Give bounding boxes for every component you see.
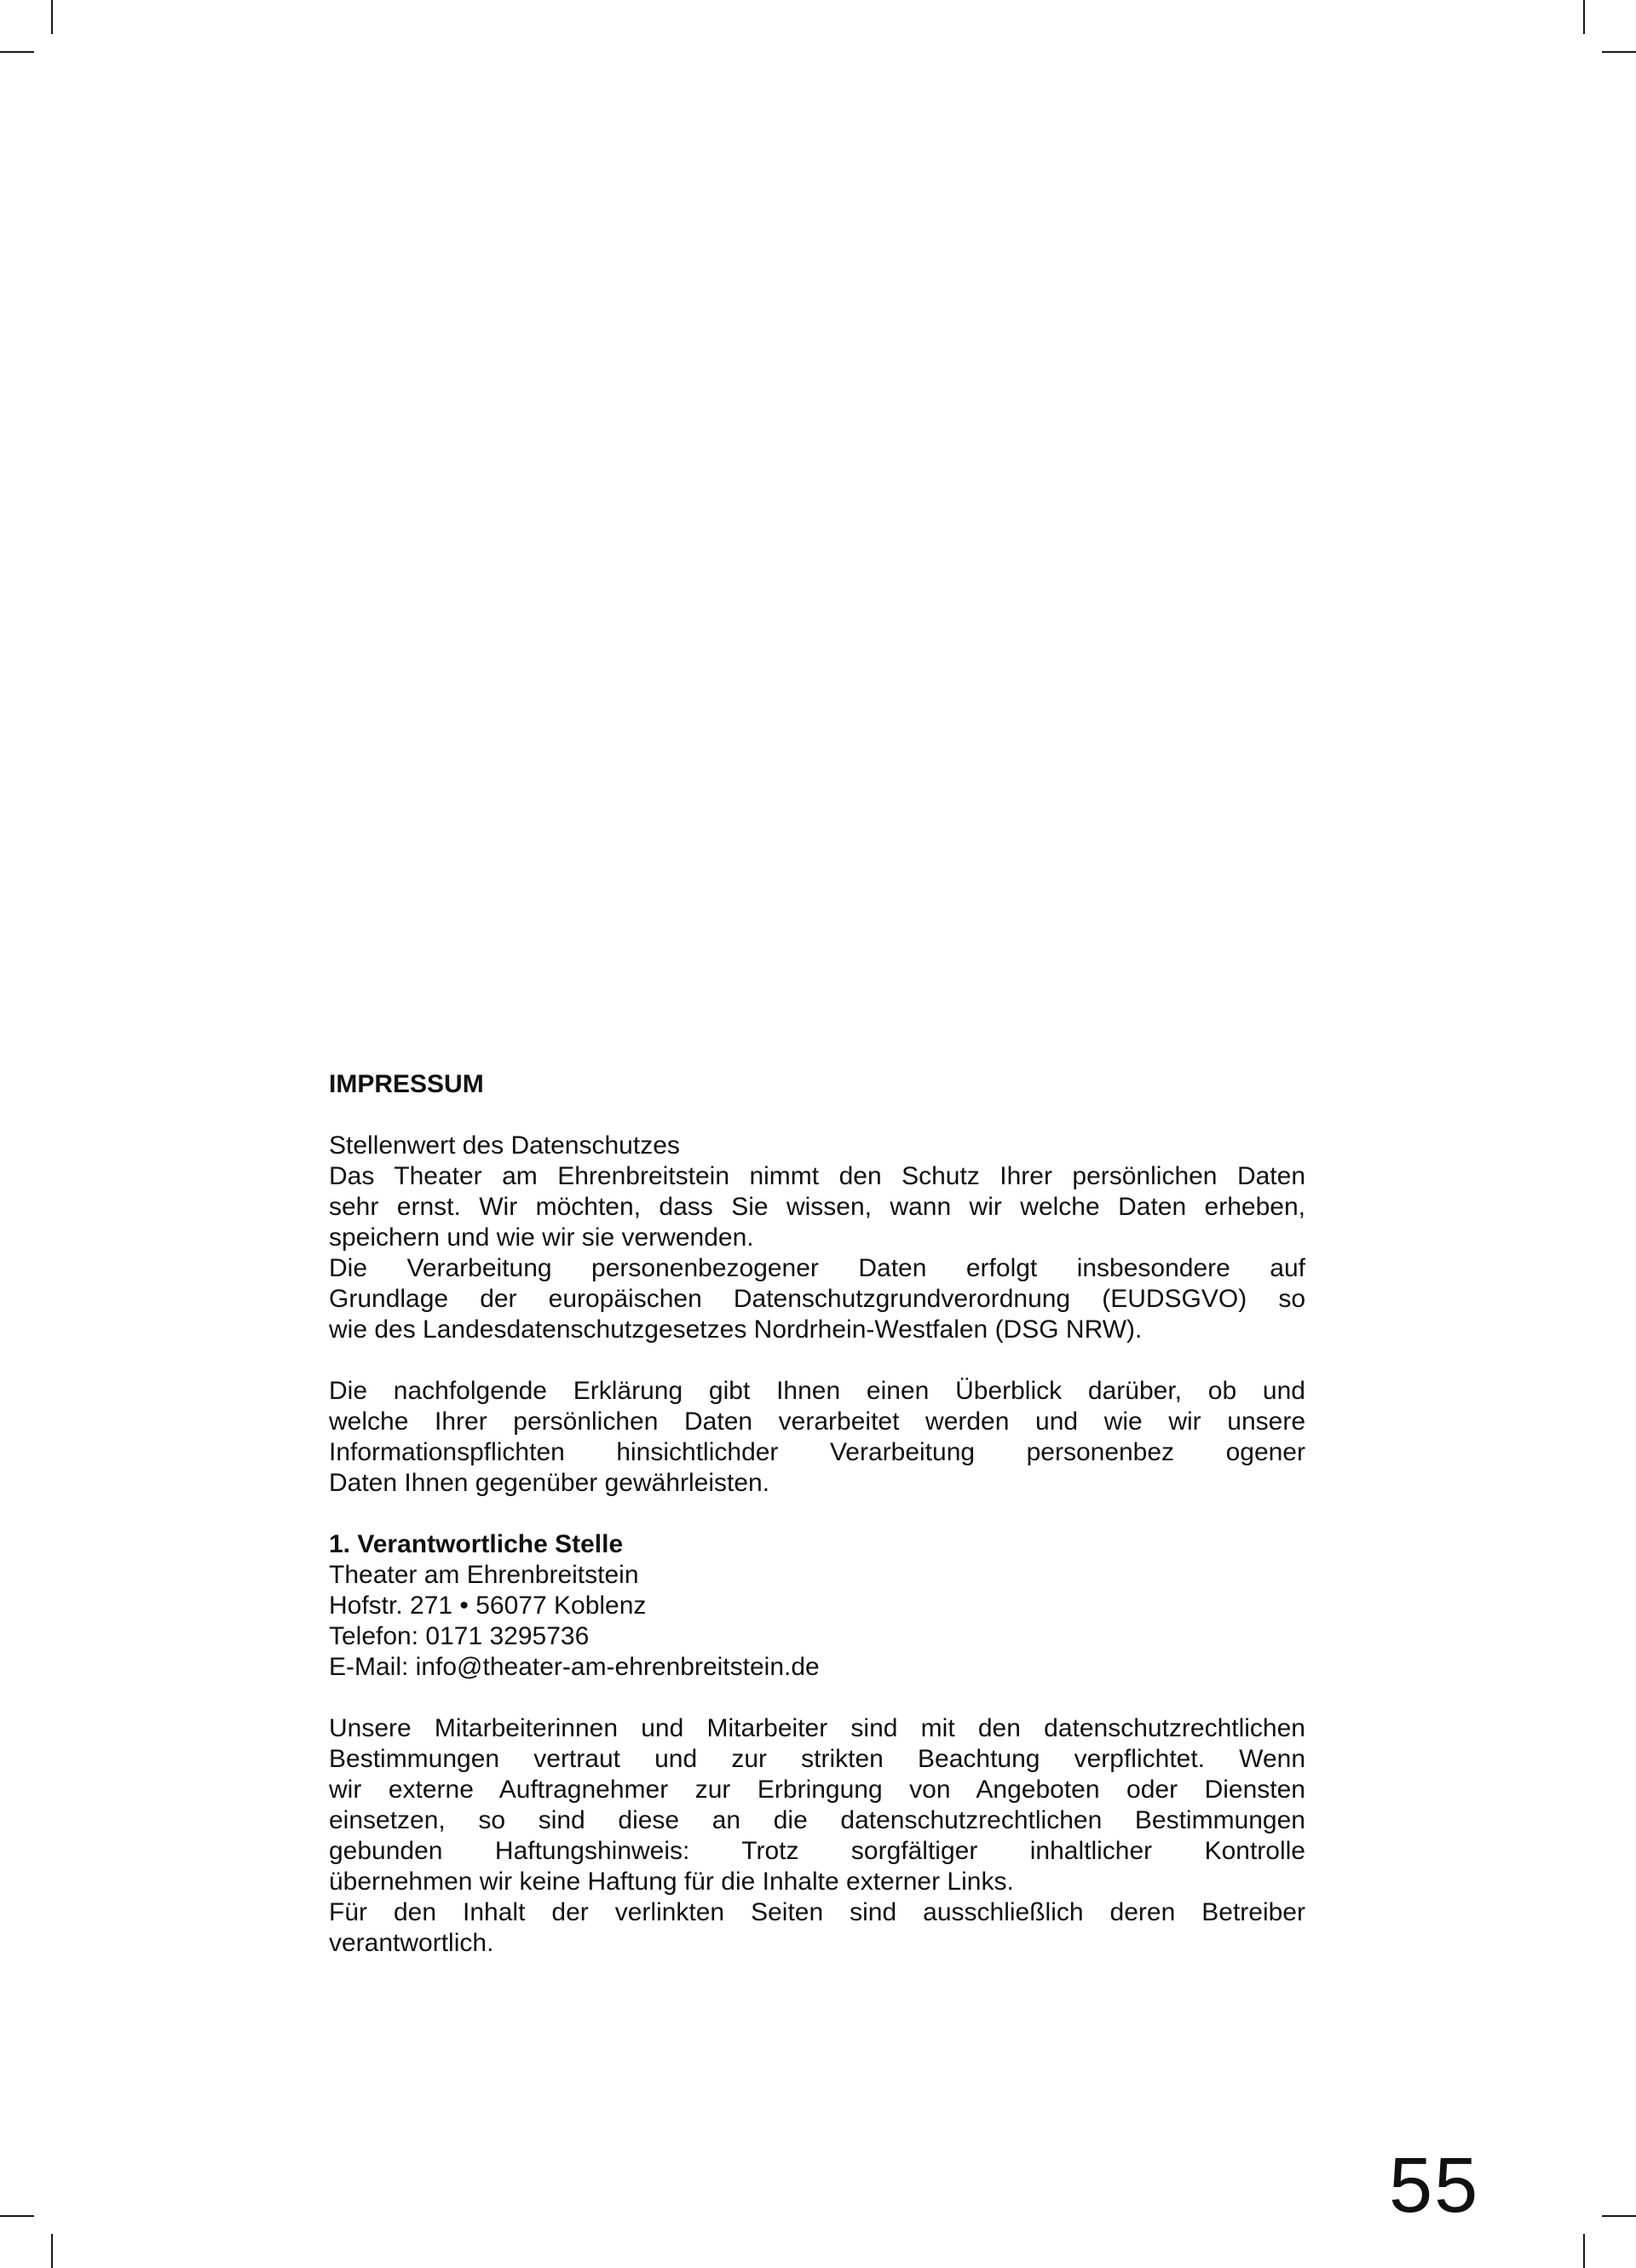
text-line: wie des Landesdatenschutzgesetzes Nordrhein-Westfalen (DSG NRW). <box>329 1315 1143 1344</box>
text-line: Das Theater am Ehrenbreitstein nimmt den Schutz Ihrer persönlichen Daten <box>329 1162 1305 1190</box>
page-heading: IMPRESSUM <box>329 1070 484 1098</box>
text-line: Bestimmungen vertraut und zur strikten Beachtung verpflichtet. Wenn <box>329 1745 1305 1773</box>
privacy-intro-paragraph <box>329 1131 1305 1345</box>
phone-number: Telefon: 0171 3295736 <box>329 1622 590 1650</box>
staff-and-liability-paragraph <box>329 1713 1305 1959</box>
text-line: wir externe Auftragnehmer zur Erbringung von Angeboten oder Diensten <box>329 1776 1305 1804</box>
text-line: Für den Inhalt der verlinkten Seiten sind ausschließlich deren Betreiber <box>329 1898 1305 1926</box>
crop-mark-top-right-horizontal <box>1602 51 1636 53</box>
text-line: Die Verarbeitung personenbezogener Daten erfolgt insbesondere auf <box>329 1254 1305 1282</box>
text-line: einsetzen, so sind diese an die datenschutzrechtlichen Bestimmungen <box>329 1806 1305 1834</box>
text-line: Unsere Mitarbeiterinnen und Mitarbeiter sind mit den datenschutzrechtlichen <box>329 1714 1305 1742</box>
text-line: Stellenwert des Datenschutzes <box>329 1131 680 1160</box>
text-line: verantwortlich. <box>329 1929 494 1957</box>
text-line: Grundlage der europäischen Datenschutzgrundverordnung (EUDSGVO) so <box>329 1285 1305 1313</box>
postal-address: Hofstr. 271 • 56077 Koblenz <box>329 1592 647 1620</box>
crop-mark-top-right-vertical <box>1583 0 1585 34</box>
email-address: E-Mail: info@theater-am-ehrenbreitstein.de <box>329 1653 820 1681</box>
crop-mark-bottom-left-horizontal <box>0 2215 34 2217</box>
crop-mark-top-left-horizontal <box>0 51 34 53</box>
text-line: welche Ihrer persönlichen Daten verarbeitet werden und wie wir unsere <box>329 1407 1305 1436</box>
organization-name: Theater am Ehrenbreitstein <box>329 1561 639 1589</box>
text-line: übernehmen wir keine Haftung für die Inhalte externer Links. <box>329 1868 1014 1896</box>
text-line: Informationspflichten hinsichtlichder Verarbeitung personenbez ogener <box>329 1438 1305 1466</box>
section-title: 1. Verantwortliche Stelle <box>329 1530 624 1558</box>
overview-paragraph <box>329 1376 1305 1499</box>
page-number: 55 <box>1389 2142 1480 2229</box>
text-line: Daten Ihnen gegenüber gewährleisten. <box>329 1469 770 1497</box>
text-line: Die nachfolgende Erklärung gibt Ihnen einen Überblick darüber, ob und <box>329 1377 1305 1405</box>
crop-mark-top-left-vertical <box>51 0 53 34</box>
crop-mark-bottom-left-vertical <box>51 2234 53 2268</box>
crop-mark-bottom-right-vertical <box>1583 2234 1585 2268</box>
crop-mark-bottom-right-horizontal <box>1602 2215 1636 2217</box>
text-line: speichern und wie wir sie verwenden. <box>329 1223 754 1252</box>
impressum-content <box>329 1069 1305 1989</box>
text-line: sehr ernst. Wir möchten, dass Sie wissen, wann wir welche Daten erheben, <box>329 1193 1305 1221</box>
text-line: gebunden Haftungshinweis: Trotz sorgfältiger inhaltlicher Kontrolle <box>329 1837 1305 1865</box>
responsible-party-block <box>329 1529 1305 1683</box>
